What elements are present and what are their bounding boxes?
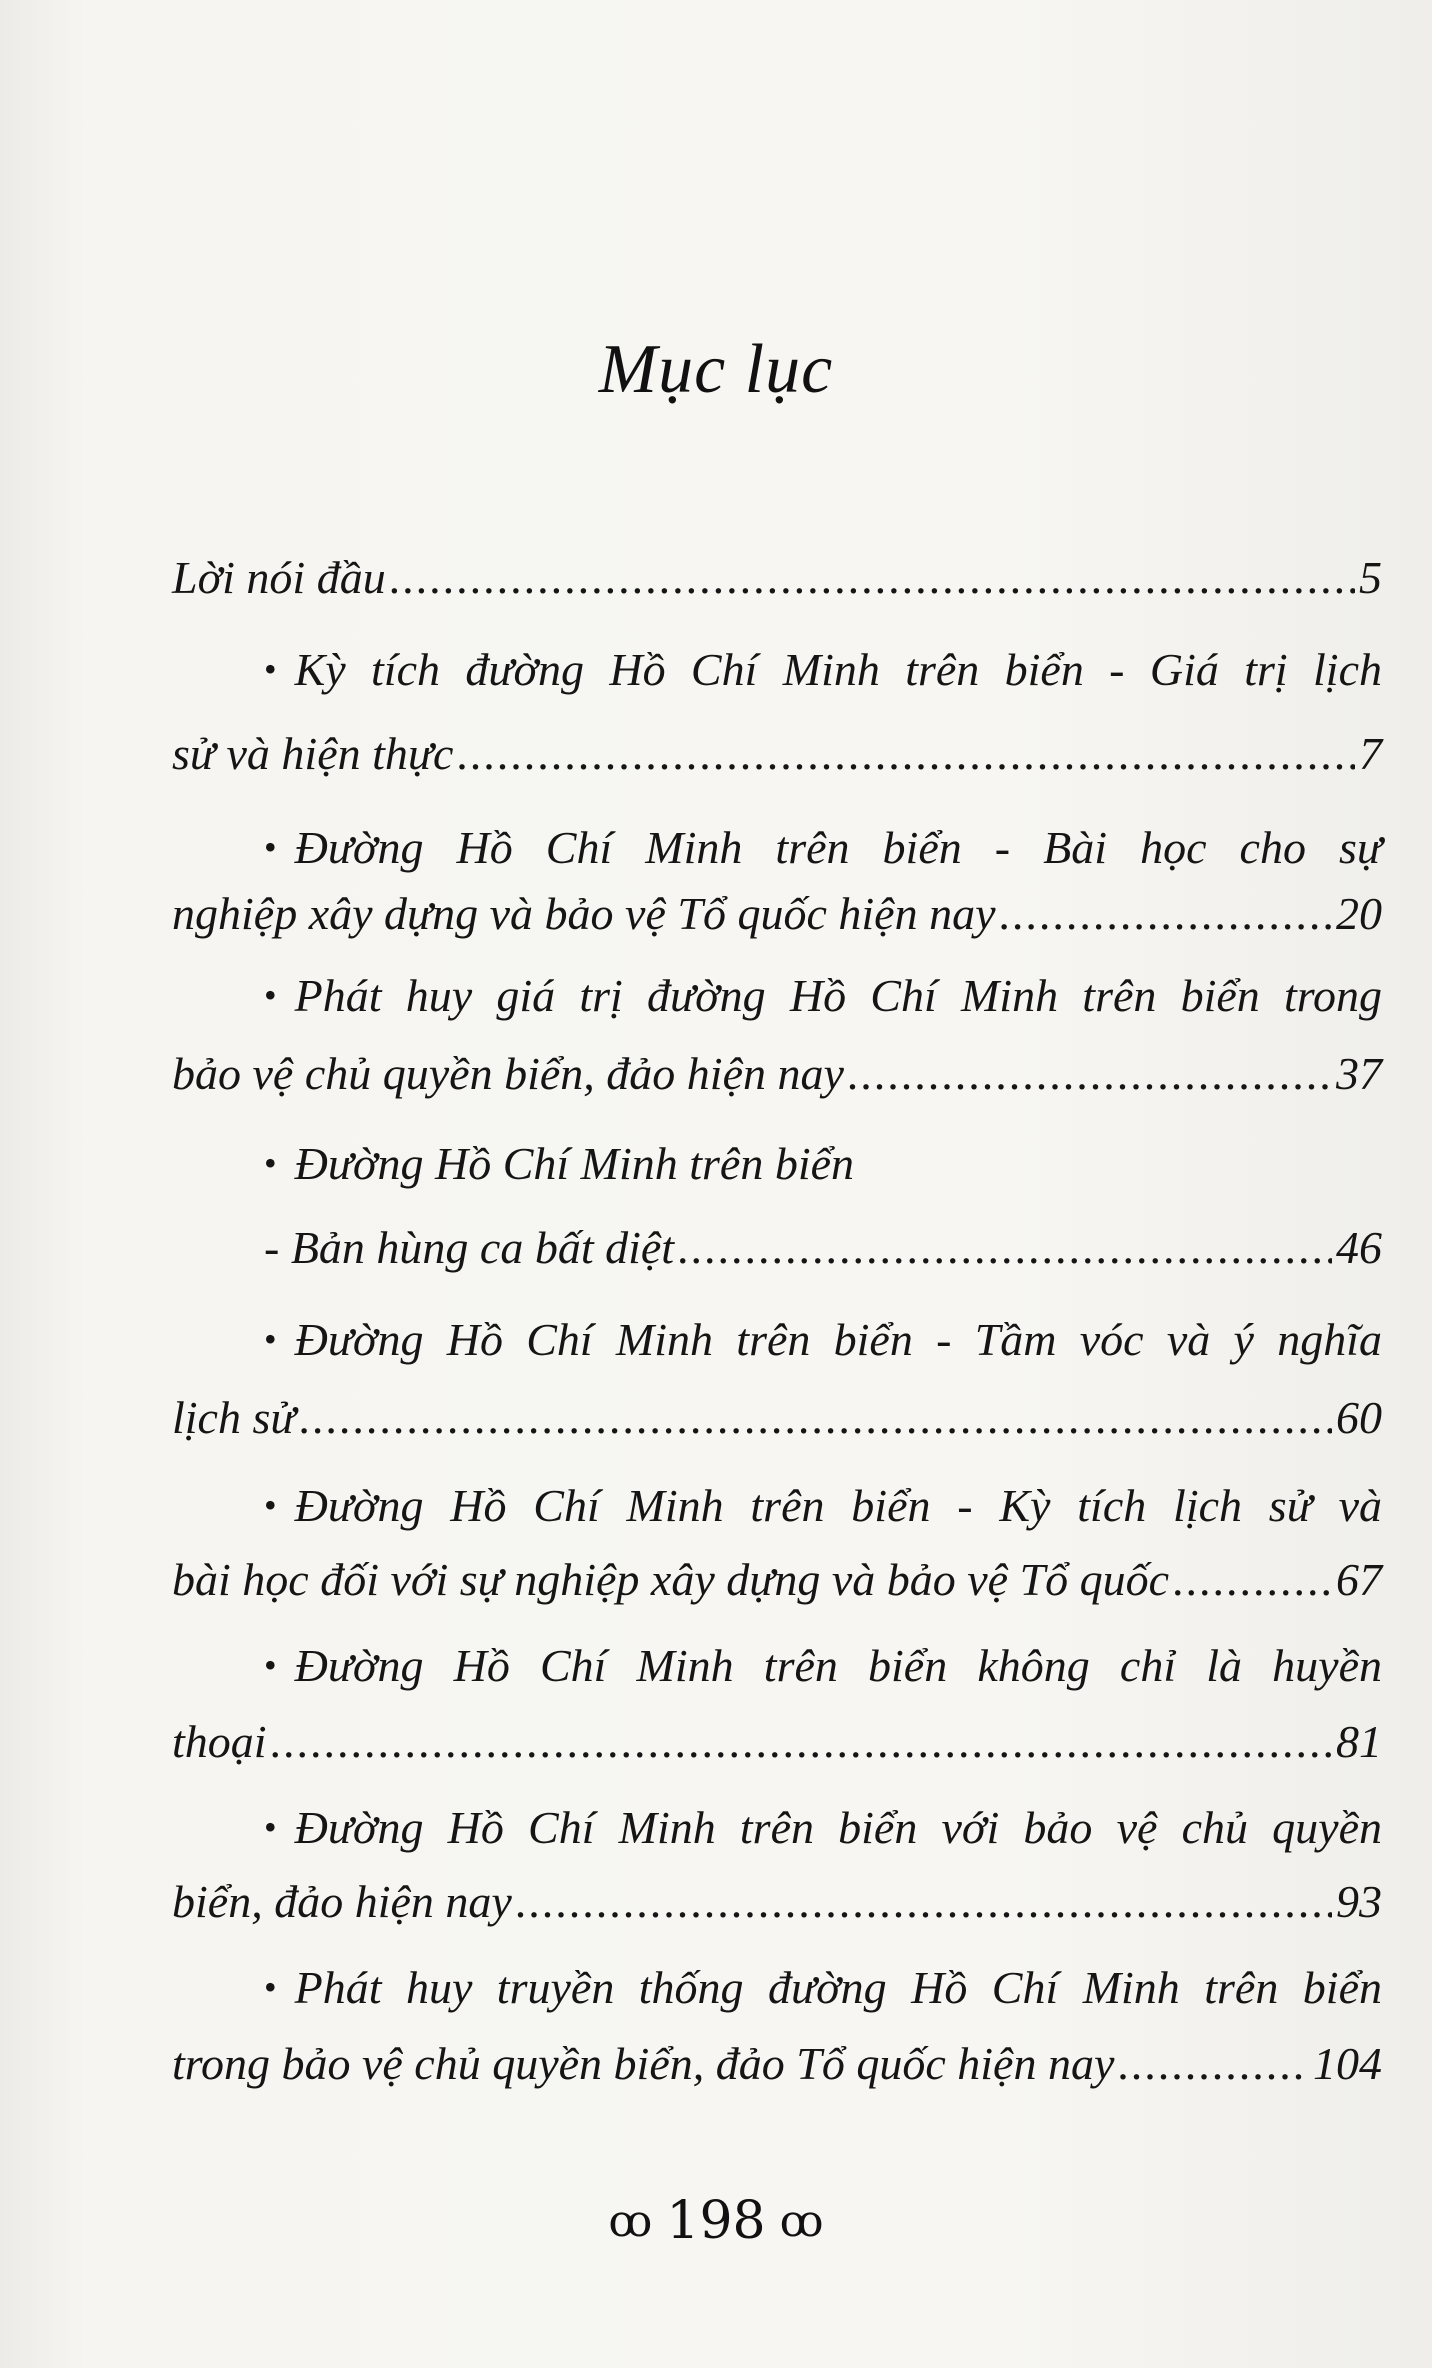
dot-leader: [1173, 1550, 1332, 1610]
toc-entry-title: Đường Hồ Chí Minh trên biển với bảo vệ chủ quyền: [294, 1802, 1382, 1853]
toc-entry-9-line-1[interactable]: [172, 1958, 1382, 2018]
dot-leader: [678, 1218, 1332, 1278]
toc-entry-title-cont: bảo vệ chủ quyền biển, đảo hiện nay: [172, 1048, 844, 1099]
bullet-icon: •: [264, 1645, 277, 1685]
toc-entry-page: 20: [1336, 888, 1382, 939]
toc-entry-page: 7: [1359, 728, 1382, 779]
toc-entry-title-cont: trong bảo vệ chủ quyền biển, đảo Tổ quốc hiện nay: [172, 2038, 1115, 2089]
toc-entry-7-line-1[interactable]: [172, 1636, 1382, 1696]
toc-entry-5-line-1[interactable]: [172, 1310, 1382, 1370]
toc-entry-title: Đường Hồ Chí Minh trên biển không chỉ là huyền: [294, 1640, 1382, 1691]
toc-entry-page: 60: [1336, 1392, 1382, 1443]
toc-entry-8-line-2[interactable]: [172, 1872, 1382, 1932]
toc-entry-title: Phát huy giá trị đường Hồ Chí Minh trên biển trong: [294, 970, 1382, 1021]
toc-entry-3-line-1[interactable]: [172, 966, 1382, 1026]
bullet-icon: •: [264, 827, 277, 867]
bullet-icon: •: [264, 649, 277, 689]
toc-entry-title-cont: biển, đảo hiện nay: [172, 1876, 512, 1927]
page-title: Mục lục: [598, 331, 834, 408]
toc-entry-page: 46: [1336, 1222, 1382, 1273]
toc-entry-title-cont: nghiệp xây dựng và bảo vệ Tổ quốc hiện nay: [172, 888, 996, 939]
dot-leader: [1000, 884, 1333, 944]
toc-entry-page: 5: [1359, 552, 1382, 603]
toc-entry-6-line-2[interactable]: [172, 1550, 1382, 1610]
toc-entry-title: Phát huy truyền thống đường Hồ Chí Minh trên biển: [294, 1962, 1382, 2013]
dot-leader: [390, 548, 1355, 608]
toc-entry-page: 67: [1336, 1554, 1382, 1605]
toc-entry-4-line-2[interactable]: [172, 1218, 1382, 1278]
toc-entry-title-cont: sử và hiện thực: [172, 728, 454, 779]
bullet-icon: •: [264, 1485, 277, 1525]
dot-leader: [848, 1044, 1332, 1104]
toc-entry-page: 93: [1336, 1876, 1382, 1927]
ornament-left-icon: ꝏ: [608, 2196, 653, 2247]
toc-entry-title: Đường Hồ Chí Minh trên biển - Tầm vóc và ý nghĩa: [294, 1314, 1382, 1365]
dot-leader: [299, 1388, 1332, 1448]
page-number: 198: [666, 2191, 766, 2251]
toc-entry-title-cont: thoại: [172, 1716, 267, 1767]
toc-entry-8-line-1[interactable]: [172, 1798, 1382, 1858]
toc-entry-2-line-2[interactable]: [172, 884, 1382, 944]
dot-leader: [516, 1872, 1332, 1932]
ornament-right-icon: ꝏ: [779, 2196, 824, 2247]
toc-entry-4-line-1[interactable]: [172, 1134, 1382, 1194]
toc-entry-page: 37: [1336, 1048, 1382, 1099]
toc-entry-title: Đường Hồ Chí Minh trên biển - Kỳ tích lịch sử và: [294, 1480, 1382, 1531]
page-footer: [0, 2186, 1432, 2259]
toc-entry-2-line-1[interactable]: [172, 818, 1382, 878]
dot-leader: [457, 724, 1355, 784]
dot-leader: [1118, 2034, 1309, 2094]
bullet-icon: •: [264, 1319, 277, 1359]
toc-entry-title-cont: lịch sử: [172, 1392, 296, 1443]
toc-entry-title: Lời nói đầu: [172, 552, 386, 603]
toc-entry-title: Kỳ tích đường Hồ Chí Minh trên biển - Giá trị lịch: [294, 644, 1382, 695]
toc-entry-1-line-2[interactable]: [172, 724, 1382, 784]
toc-entry-6-line-1[interactable]: [172, 1476, 1382, 1536]
toc-entry-title-cont: - Bản hùng ca bất diệt: [264, 1222, 675, 1273]
dot-leader: [271, 1712, 1332, 1772]
toc-entry-9-line-2[interactable]: [172, 2034, 1382, 2094]
toc-entry-1-line-1[interactable]: [172, 640, 1382, 700]
toc-entry-page: 104: [1313, 2038, 1382, 2089]
bullet-icon: •: [264, 1143, 277, 1183]
toc-entry-preface[interactable]: [172, 548, 1382, 608]
toc-entry-5-line-2[interactable]: [172, 1388, 1382, 1448]
toc-entry-page: 81: [1336, 1716, 1382, 1767]
bullet-icon: •: [264, 1967, 277, 2007]
bullet-icon: •: [264, 975, 277, 1015]
bullet-icon: •: [264, 1807, 277, 1847]
toc-entry-title: Đường Hồ Chí Minh trên biển - Bài học cho sự: [294, 822, 1382, 873]
toc-entry-7-line-2[interactable]: [172, 1712, 1382, 1772]
toc-entry-title: Đường Hồ Chí Minh trên biển: [294, 1138, 855, 1189]
toc-entry-3-line-2[interactable]: [172, 1044, 1382, 1104]
toc-entry-title-cont: bài học đối với sự nghiệp xây dựng và bảo vệ Tổ quốc: [172, 1554, 1170, 1605]
